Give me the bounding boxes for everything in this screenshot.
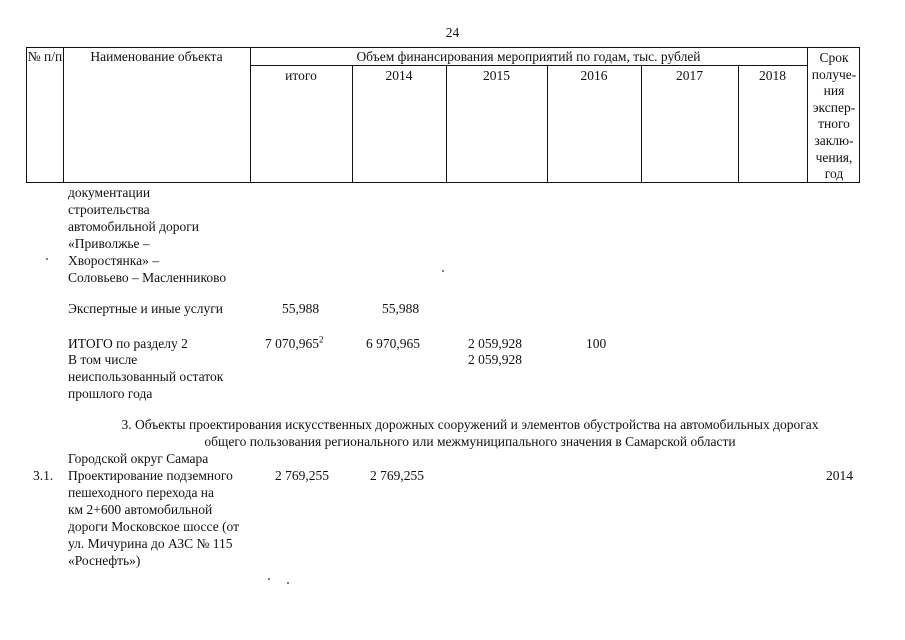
section-total-name: ИТОГО по разделу 2: [68, 336, 188, 351]
item-group-name: Городской округ Самара: [68, 451, 209, 466]
expert-row-name: Экспертные и иные услуги: [68, 301, 223, 316]
header-funding: Объем финансирования мероприятий по годам, тыс. рублей: [356, 49, 701, 64]
header-year-2016: 2016: [580, 68, 608, 83]
header-name: Наименование объекта: [90, 49, 223, 64]
including-name: В том числе неиспользованный остаток прошлого года: [68, 352, 224, 401]
including-2015: 2 059,928: [468, 352, 522, 367]
section-total-2014: 6 970,965: [366, 336, 420, 351]
item-deadline: 2014: [826, 468, 853, 483]
header-year-2014: 2014: [385, 68, 413, 83]
header-year-2018: 2018: [759, 68, 786, 83]
scan-speck: [287, 582, 289, 584]
scan-speck: [46, 258, 48, 260]
header-year-2017: 2017: [676, 68, 703, 83]
scan-speck: [442, 270, 444, 272]
item-number: 3.1.: [33, 468, 54, 483]
section-total-2015: 2 059,928: [468, 336, 522, 351]
section-total-2016: 100: [586, 336, 607, 351]
section-3-title: 3. Объекты проектирования искусственных дорожных сооружений и элементов обустройства на автомобильных дорогах общего пользования регионального или межмуниципального значения в Самарской области: [121, 417, 819, 449]
section-total-value: 7 070,965$^2$: [265, 334, 324, 351]
header-num: № п/п: [27, 49, 63, 64]
continued-object-name: документации строительства автомобильной дороги «Приволжье – Хворостянка» – Соловьево – Масленниково: [68, 185, 227, 285]
header-total: итого: [285, 68, 317, 83]
header-year-2015: 2015: [483, 68, 510, 83]
expert-row-2014: 55,988: [382, 301, 420, 316]
item-total: 2 769,255: [275, 468, 329, 483]
expert-row-total: 55,988: [282, 301, 320, 316]
item-2014: 2 769,255: [370, 468, 424, 483]
header-deadline: Срок получе- ния экспер- тного заклю- чения, год: [811, 50, 857, 182]
item-name: Проектирование подземного пешеходного перехода на км 2+600 автомобильной дороги Московское шоссе (от ул. Мичурина до АЗС № 115 «Роснефть»): [68, 468, 240, 568]
page-number: 24: [445, 25, 460, 40]
scan-speck: [268, 578, 270, 580]
footnote-marker: 2: [319, 334, 324, 345]
table-header: [26, 47, 860, 183]
